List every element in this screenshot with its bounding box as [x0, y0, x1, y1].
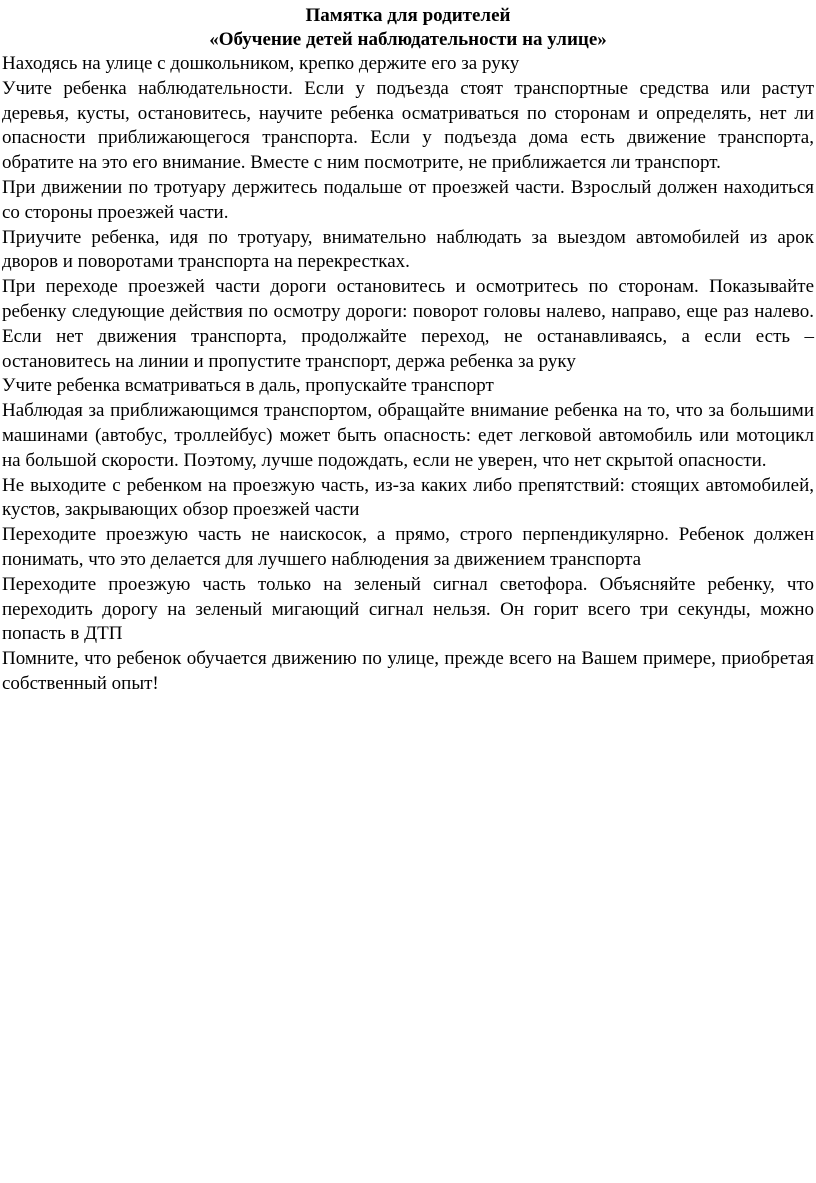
document-title-line-1: Памятка для родителей [305, 5, 511, 26]
paragraph-hold-hand: Находясь на улице с дошкольником, крепко держите его за руку [2, 53, 520, 74]
paragraph-crossing: При переходе проезжей части дороги остановитесь и осмотритесь по сторонам. Показывайте ребенку следующие действия по осмотру дороги: поворот головы налево, направо, еще раз налево. Если нет движения транспорта, продолжайте переход, не останавливаясь, а если есть – остановитесь на линии и пропустите транспорт, держа ребенка за руку [2, 276, 814, 372]
paragraph-perpendicular: Переходите проезжую часть не наискосок, а прямо, строго перпендикулярно. Ребенок должен понимать, что это делается для лучшего наблюдения за движением транспорта [2, 524, 814, 570]
paragraph-arches: Приучите ребенка, идя по тротуару, внимательно наблюдать за выездом автомобилей из арок дворов и поворотами транспорта на перекрестках. [2, 226, 814, 273]
paragraph-sidewalk: При движении по тротуару держитесь подальше от проезжей части. Взрослый должен находиться со стороны проезжей части. [2, 176, 814, 223]
paragraph-example: Помните, что ребенок обучается движению по улице, прежде всего на Вашем примере, приобретая собственный опыт! [2, 648, 814, 694]
paragraph-large-vehicles: Наблюдая за приближающимся транспортом, обращайте внимание ребенка на то, что за большими машинами (автобус, троллейбус) может быть опасность: едет легковой автомобиль или мотоцикл на большой скорости. Поэтому, лучше подождать, если не уверен, что нет скрытой опасности. [2, 400, 814, 471]
document-title-line-2: «Обучение детей наблюдательности на улице» [209, 29, 607, 50]
paragraph-observation: Учите ребенка наблюдательности. Если у подъезда стоят транспортные средства или растут деревья, кусты, остановитесь, научите ребенка осматриваться по сторонам и определять, нет ли опасности приближающегося транспорта. Если у подъезда дома есть движение транспорта, обратите на это его внимание. Вместе с ним посмотрите, не приближается ли транспорт. [2, 77, 814, 174]
paragraph-look-far: Учите ребенка всматриваться в даль, пропускайте транспорт [2, 375, 494, 397]
paragraph-obstacles: Не выходите с ребенком на проезжую часть, из-за каких либо препятствий: стоящих автомобилей, кустов, закрывающих обзор проезжей части [2, 474, 814, 521]
paragraph-green-light: Переходите проезжую часть только на зеленый сигнал светофора. Объясняйте ребенку, что переходить дорогу на зеленый мигающий сигнал нельзя. Он горит всего три секунды, можно попасть в ДТП [2, 573, 814, 645]
